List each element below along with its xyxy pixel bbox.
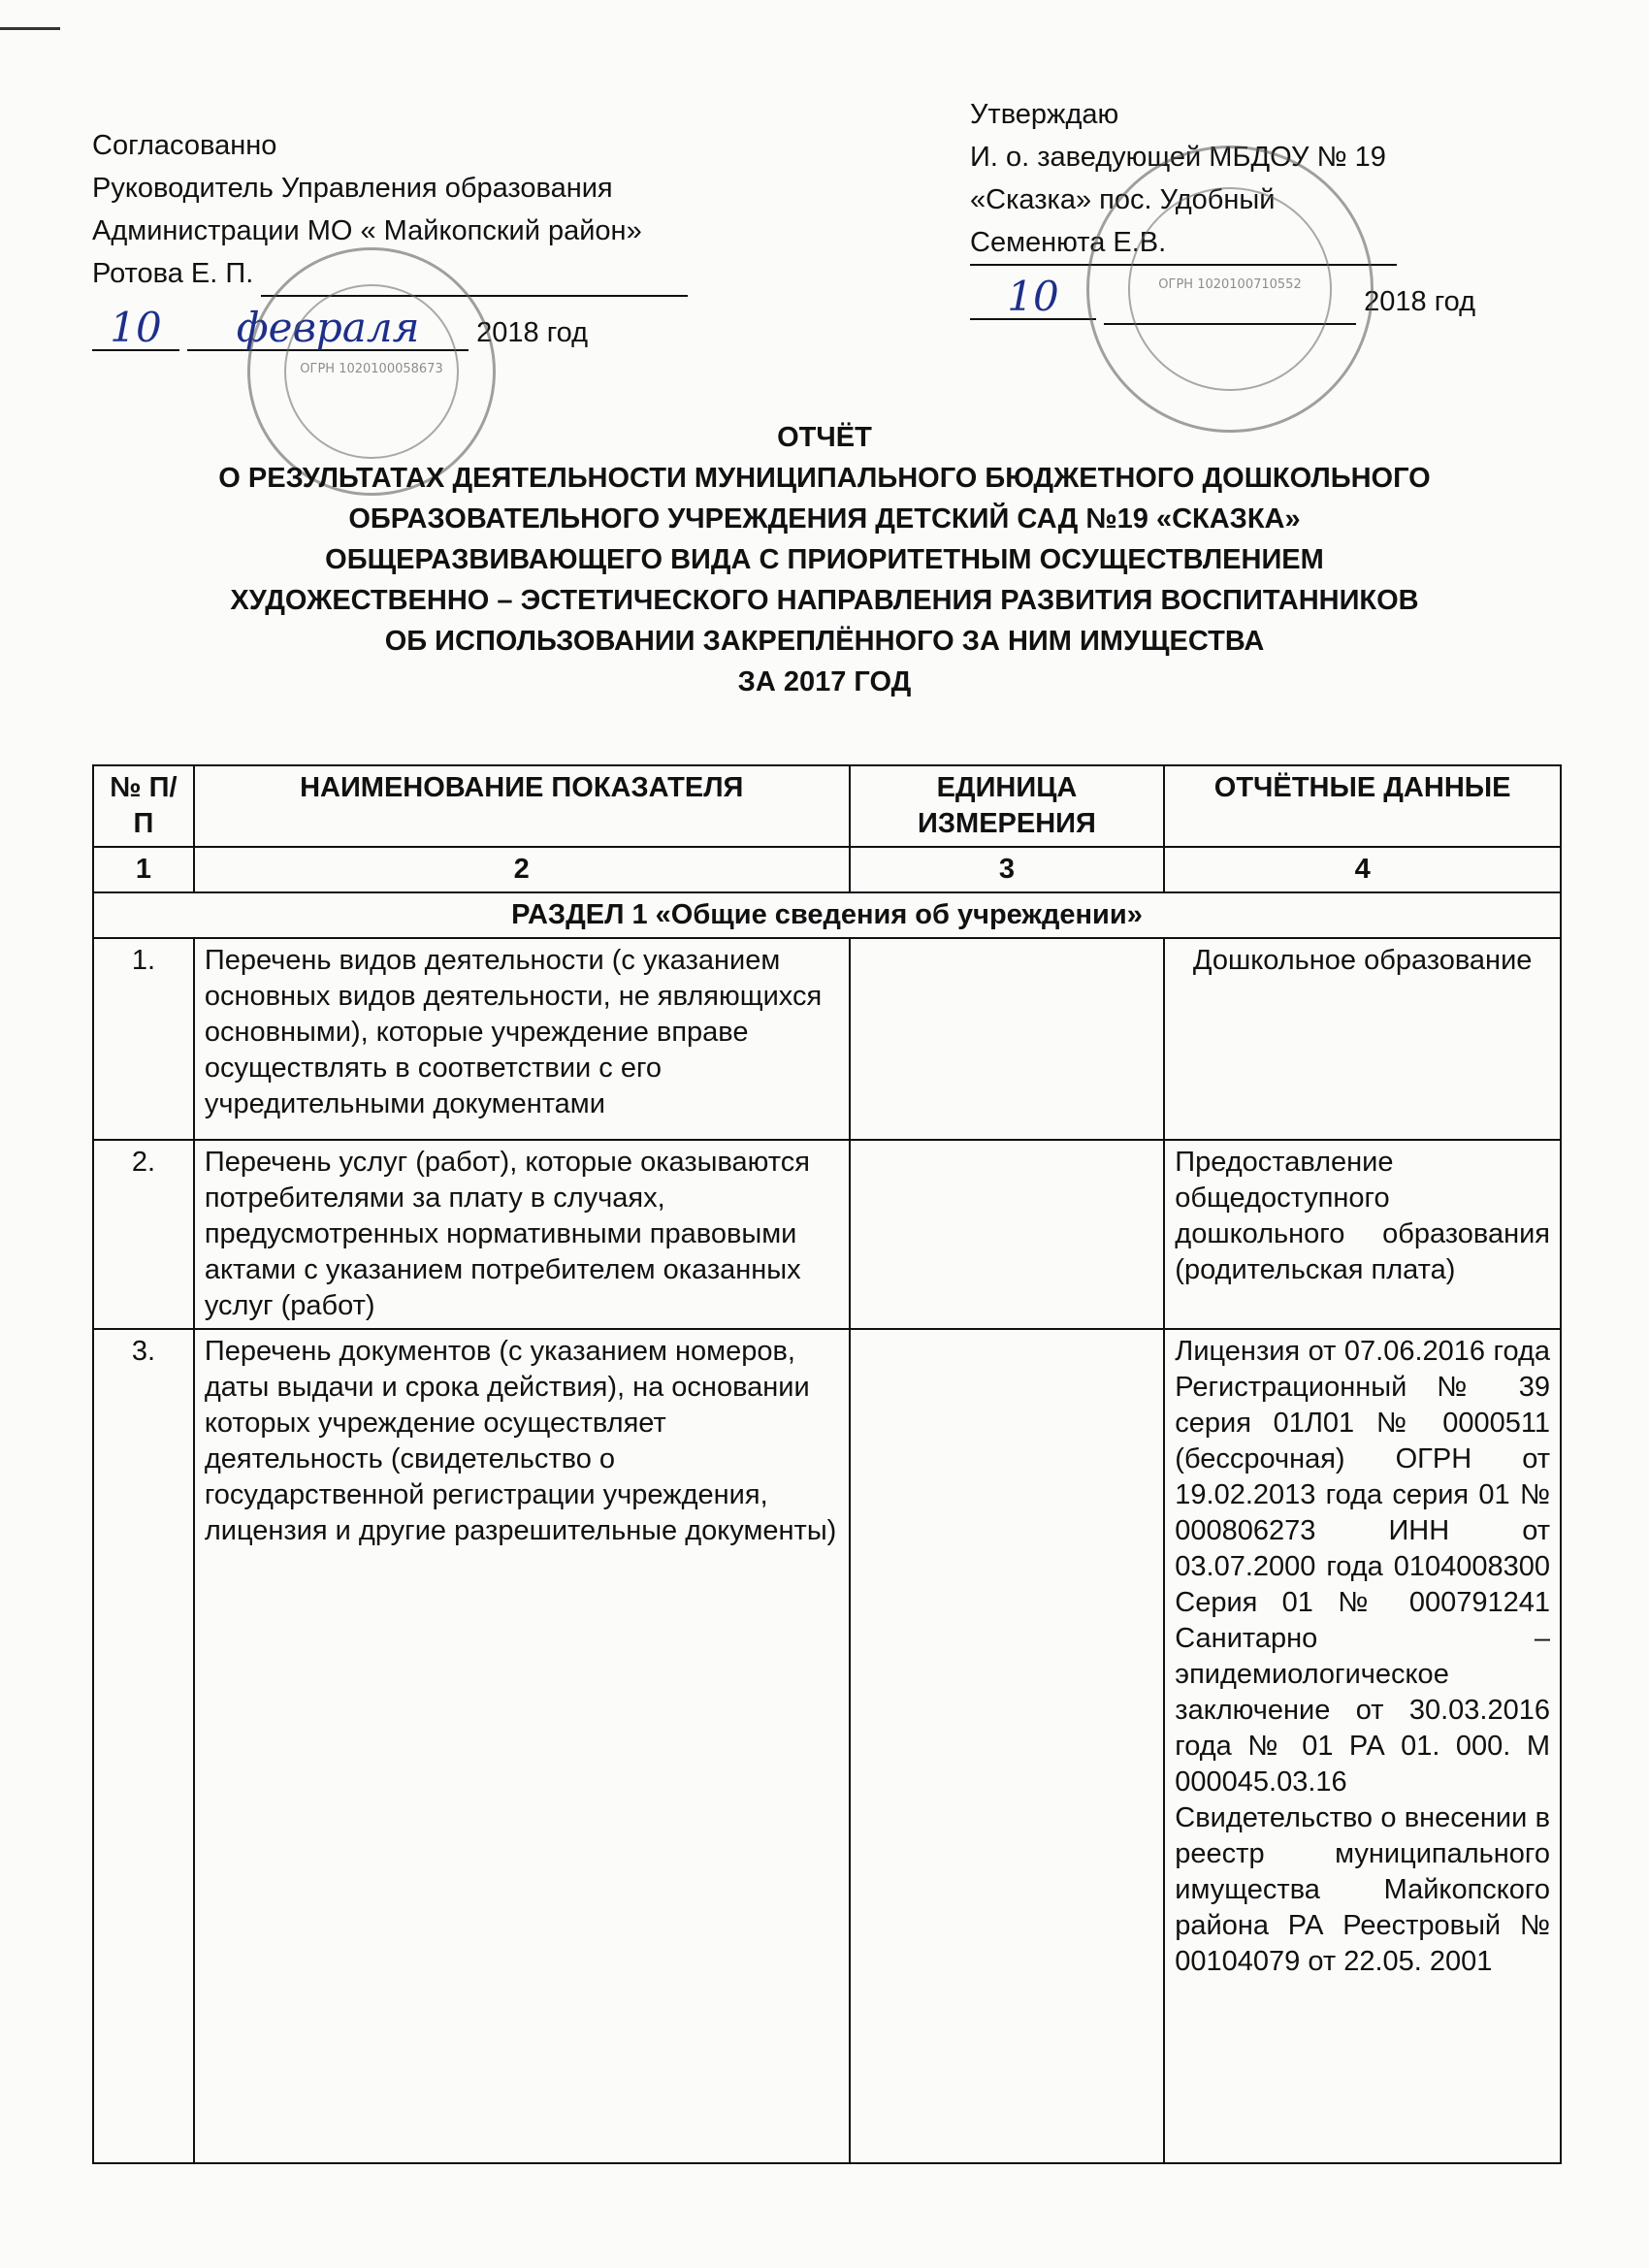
section-row <box>93 892 1561 938</box>
header-num: № П/П <box>93 765 194 847</box>
table-row <box>93 1140 1561 1329</box>
col-number-4: 4 <box>1164 847 1561 892</box>
title-line5: ХУДОЖЕСТВЕННО – ЭСТЕТИЧЕСКОГО НАПРАВЛЕНИЯ РАЗВИТИЯ ВОСПИТАННИКОВ <box>230 585 1419 616</box>
report-table <box>92 764 1562 2164</box>
stamp-right-text: ОГРН 1020100710552 <box>1158 277 1302 293</box>
section1-title: РАЗДЕЛ 1 «Общие сведения об учреждении» <box>93 892 1561 938</box>
date-day-left: 10 <box>92 307 179 351</box>
row-value: Предоставление общедоступного дошкольного образования (родительская плата) <box>1164 1140 1561 1329</box>
header-name: НАИМЕНОВАНИЕ ПОКАЗАТЕЛЯ <box>194 765 850 847</box>
official-stamp-right <box>1086 146 1374 433</box>
title-line4: ОБЩЕРАЗВИВАЮЩЕГО ВИДА С ПРИОРИТЕТНЫМ ОСУЩЕСТВЛЕНИЕМ <box>325 544 1324 575</box>
report-title <box>155 417 1494 702</box>
approval-left-line2: Руководитель Управления образования <box>92 173 613 204</box>
approval-left-name: Ротова Е. П. <box>92 258 254 289</box>
title-line1: ОТЧЁТ <box>777 422 872 453</box>
approval-left-line1: Согласованно <box>92 130 277 161</box>
table-row <box>93 938 1561 1140</box>
header-unit: ЕДИНИЦА ИЗМЕРЕНИЯ <box>850 765 1165 847</box>
row-unit <box>850 1329 1165 2163</box>
approval-right-line3: «Сказка» пос. Удобный <box>970 184 1276 215</box>
row-unit <box>850 938 1165 1140</box>
table-header-row <box>93 765 1561 847</box>
col-number-1: 1 <box>93 847 194 892</box>
row-num: 1. <box>93 938 194 1140</box>
col-number-3: 3 <box>850 847 1165 892</box>
col-number-2: 2 <box>194 847 850 892</box>
row-name: Перечень видов деятельности (с указанием основных видов деятельности, не являющихся основными), которые учреждение вправе осуществлять в соответствии с его учредительными документами <box>194 938 850 1140</box>
title-line3: ОБРАЗОВАТЕЛЬНОГО УЧРЕЖДЕНИЯ ДЕТСКИЙ САД №19 «СКАЗКА» <box>348 503 1301 535</box>
column-number-row <box>93 847 1561 892</box>
title-line2: О РЕЗУЛЬТАТАХ ДЕЯТЕЛЬНОСТИ МУНИЦИПАЛЬНОГО БЮДЖЕТНОГО ДОШКОЛЬНОГО <box>218 463 1431 494</box>
scan-edge-mark <box>0 27 60 30</box>
row-num: 3. <box>93 1329 194 2163</box>
row-name: Перечень документов (с указанием номеров, даты выдачи и срока действия), на основании которых учреждение осуществляет деятельность (свидетельство о государственной регистрации учреждения, лицензия и другие разрешительные документы) <box>194 1329 850 2163</box>
row-unit <box>850 1140 1165 1329</box>
date-year-right: 2018 год <box>1364 286 1476 317</box>
row-name: Перечень услуг (работ), которые оказываются потребителями за плату в случаях, предусмотренных нормативными правовыми актами с указанием потребителем оказанных услуг (работ) <box>194 1140 850 1329</box>
date-year-left: 2018 год <box>476 317 589 348</box>
stamp-left-text: ОГРН 1020100058673 <box>300 362 443 376</box>
row-num: 2. <box>93 1140 194 1329</box>
header-value: ОТЧЁТНЫЕ ДАННЫЕ <box>1164 765 1561 847</box>
row-value: Лицензия от 07.06.2016 года Регистрационный № 39 серия 01Л01 № 0000511 (бессрочная) ОГРН от 19.02.2013 года серия 01 № 000806273 ИНН от 03.07.2000 года 0104008300 Серия 01 № 000791241 Санитарно – эпидемиологическое заключение от 30.03.2016 года № 01 РА 01. 000. М 000045.03.16 Свидетельство о внесении в реестр муниципального имущества Майкопского района РА Реестровый № 00104079 от 22.05. 2001 <box>1164 1329 1561 2163</box>
title-line7: ЗА 2017 ГОД <box>737 666 912 697</box>
row-value: Дошкольное образование <box>1164 938 1561 1140</box>
approval-right-line2: И. о. заведующей МБДОУ № 19 <box>970 142 1386 173</box>
approval-right-name: Семенюта Е.В. <box>970 221 1397 266</box>
date-day-right: 10 <box>970 275 1096 320</box>
title-line6: ОБ ИСПОЛЬЗОВАНИИ ЗАКРЕПЛЁННОГО ЗА НИМ ИМУЩЕСТВА <box>384 626 1265 657</box>
approval-right-line1: Утверждаю <box>970 99 1119 130</box>
date-month-left: февраля <box>187 307 469 351</box>
table-row <box>93 1329 1561 2163</box>
approval-left-line3: Администрации МО « Майкопский район» <box>92 215 642 246</box>
